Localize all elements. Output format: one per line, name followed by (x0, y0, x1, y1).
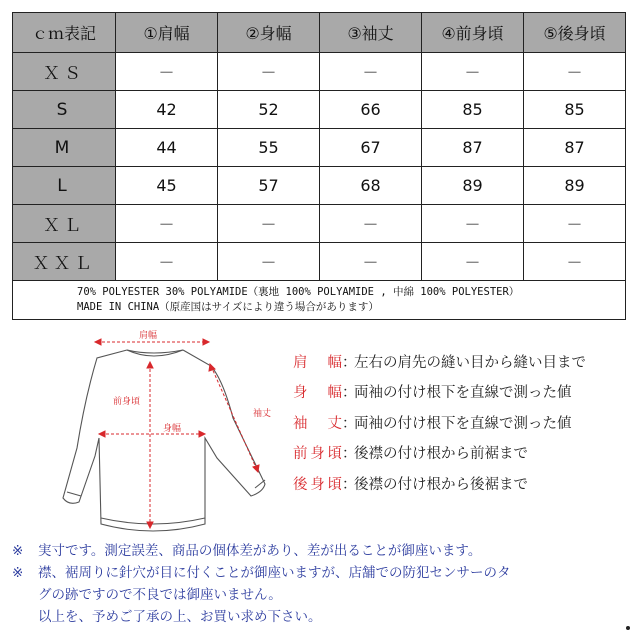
table-cell: － (524, 243, 626, 281)
legend-item (293, 468, 638, 499)
table-row (13, 53, 626, 91)
table-cell: 42 (116, 91, 218, 129)
legend-desc: 左右の肩先の縫い目から縫い目まで (354, 354, 586, 371)
legend-desc: 後襟の付け根から後裾まで (354, 476, 528, 493)
table-cell: 45 (116, 167, 218, 205)
legend-colon: ： (342, 476, 357, 493)
header-cm-notation: ｃｍ表記 (13, 13, 116, 53)
table-row (13, 129, 626, 167)
material-row (13, 281, 626, 320)
size-table (12, 12, 626, 320)
sleeve-length-label: 袖丈 (253, 409, 272, 419)
material-cell (13, 281, 626, 320)
table-cell: － (320, 243, 422, 281)
table-row (13, 205, 626, 243)
front-length-label: 前身頃 (113, 397, 141, 407)
table-cell: － (116, 205, 218, 243)
table-cell: 44 (116, 129, 218, 167)
note-item (12, 540, 637, 562)
legend-key: 肩 幅 (293, 354, 342, 371)
table-cell: － (422, 205, 524, 243)
origin-text: MADE IN CHINA（原産国はサイズにより違う場合があります） (77, 301, 379, 313)
footer-notes (12, 540, 637, 628)
size-label: M (13, 129, 116, 167)
note-line: グの跡ですので不良では御座いません。 (38, 587, 282, 603)
table-cell: － (320, 53, 422, 91)
legend-key: 後身頃 (293, 476, 342, 493)
garment-diagram (55, 328, 290, 543)
legend-colon: ： (342, 385, 357, 402)
table-row (13, 167, 626, 205)
size-label: S (13, 91, 116, 129)
legend-desc: 後襟の付け根から前裾まで (354, 446, 528, 463)
measurement-legend (293, 346, 638, 499)
table-cell: 87 (524, 129, 626, 167)
legend-item (293, 407, 638, 438)
legend-item (293, 377, 638, 408)
table-cell: 67 (320, 129, 422, 167)
table-header-row (13, 13, 626, 53)
table-cell: 57 (218, 167, 320, 205)
note-line: 実寸です。測定誤差、商品の個体差があり、差が出ることが御座います。 (38, 543, 482, 559)
table-cell: － (116, 53, 218, 91)
note-item (12, 562, 637, 628)
legend-key: 前身頃 (293, 446, 342, 463)
table-cell: 87 (422, 129, 524, 167)
legend-colon: ： (342, 354, 357, 371)
table-cell: － (422, 53, 524, 91)
legend-key: 袖 丈 (293, 415, 342, 432)
table-row (13, 91, 626, 129)
header-sleeve: ③袖丈 (320, 13, 422, 53)
table-row (13, 243, 626, 281)
shoulder-width-label: 肩幅 (139, 331, 158, 341)
note-mark: ※ (12, 565, 24, 581)
legend-colon: ： (342, 446, 357, 463)
note-line: 襟、裾周りに針穴が目に付くことが御座いますが、店舗での防犯センサーのタ (38, 565, 511, 581)
legend-desc: 両袖の付け根下を直線で測った値 (354, 415, 572, 432)
size-label: ＸＸＬ (13, 243, 116, 281)
table-cell: 85 (524, 91, 626, 129)
size-label: L (13, 167, 116, 205)
legend-key: 身 幅 (293, 385, 342, 402)
note-mark: ※ (12, 543, 24, 559)
corner-dot (626, 626, 630, 630)
table-cell: － (422, 243, 524, 281)
header-back-length: ⑤後身頃 (524, 13, 626, 53)
table-cell: 68 (320, 167, 422, 205)
table-cell: － (116, 243, 218, 281)
table-cell: 89 (524, 167, 626, 205)
header-shoulder: ①肩幅 (116, 13, 218, 53)
body-width-label: 身幅 (163, 424, 182, 434)
header-body-width: ②身幅 (218, 13, 320, 53)
sweater-illustration (55, 328, 290, 543)
legend-item (293, 346, 638, 377)
table-cell: － (524, 53, 626, 91)
size-label: ＸＳ (13, 53, 116, 91)
table-cell: 52 (218, 91, 320, 129)
table-cell: － (524, 205, 626, 243)
size-label: ＸＬ (13, 205, 116, 243)
table-cell: 89 (422, 167, 524, 205)
table-cell: － (218, 53, 320, 91)
table-cell: 66 (320, 91, 422, 129)
table-cell: － (218, 243, 320, 281)
header-front-length: ④前身頃 (422, 13, 524, 53)
table-cell: － (320, 205, 422, 243)
legend-item (293, 438, 638, 469)
legend-colon: ： (342, 415, 357, 432)
legend-desc: 両袖の付け根下を直線で測った値 (354, 385, 572, 402)
table-cell: 55 (218, 129, 320, 167)
material-text: 70% POLYESTER 30% POLYAMIDE（裏地 100% POLYAMIDE , 中綿 100% POLYESTER） (77, 286, 520, 298)
note-line: 以上を、予めご了承の上、お買い求め下さい。 (38, 609, 322, 625)
table-cell: － (218, 205, 320, 243)
table-cell: 85 (422, 91, 524, 129)
